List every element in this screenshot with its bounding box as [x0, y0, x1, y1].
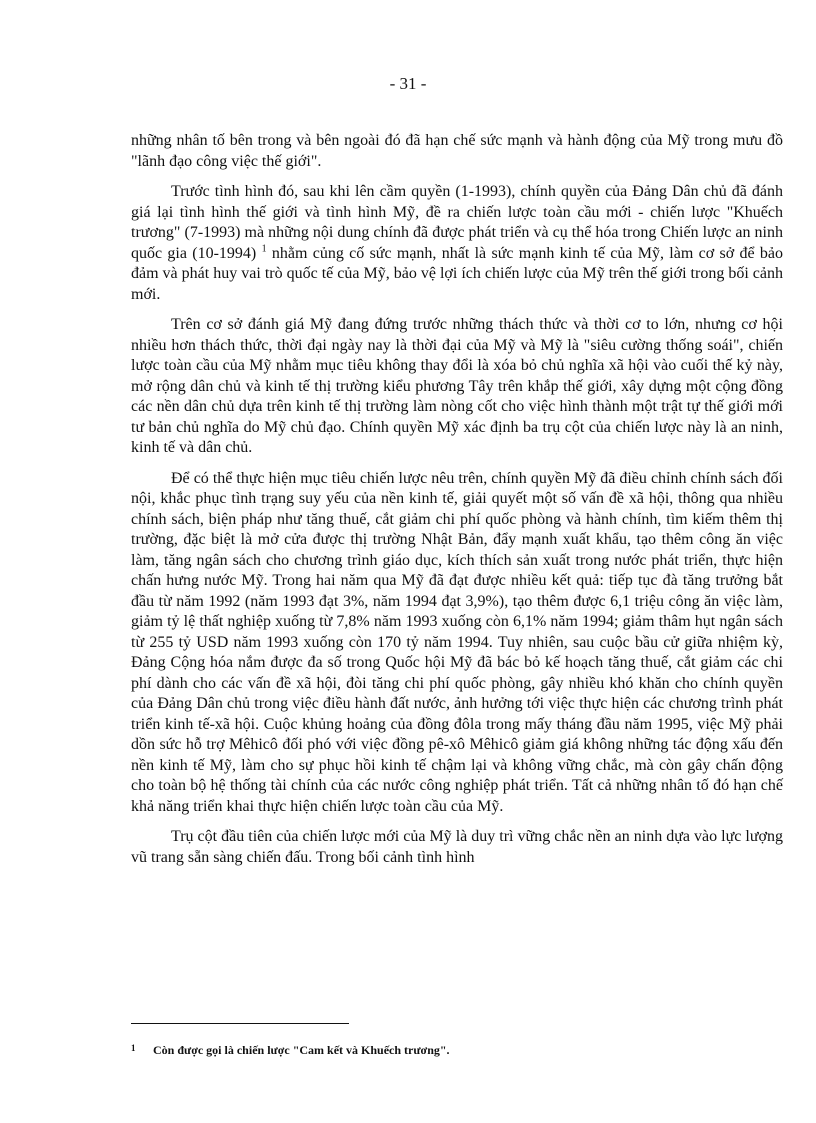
paragraph-1: những nhân tố bên trong và bên ngoài đó đã hạn chế sức mạnh và hành động của Mỹ trong mưu đồ "lãnh đạo công việc thế giới".: [131, 132, 783, 170]
paragraph-4: Để có thể thực hiện mục tiêu chiến lược nêu trên, chính quyền Mỹ đã điều chỉnh chính sách đối nội, khắc phục tình trạng suy yếu của nền kinh tế, giải quyết một số vấn đề xã hội, thông qua nhiều chính sách, biện pháp như tăng thuế, cắt giảm chi phí quốc phòng và hành chính, tìm kiếm thêm thị trường, đặc biệt là mở cửa được thị trường Nhật Bản, đẩy mạnh xuất khẩu, tạo thêm công ăn việc làm, tăng ngân sách cho chương trình giáo dục, kích thích sản xuất trong nước phát triển, thực hiện chấn hưng nước Mỹ. Trong hai năm qua Mỹ đã đạt được nhiều kết quả: tiếp tục đà tăng trưởng bắt đầu từ năm 1992 (năm 1993 đạt 3%, năm 1994 đạt 3,9%), tạo thêm được 6,1 triệu công ăn việc làm, giảm tỷ lệ thất nghiệp xuống từ 7,8% năm 1993 xuống còn 6,1% năm 1994; giảm thâm hụt ngân sách từ 255 tỷ USD năm 1993 xuống còn 170 tỷ năm 1994. Tuy nhiên, sau cuộc bầu cử giữa nhiệm kỳ, Đảng Cộng hóa nắm được đa số trong Quốc hội Mỹ đã bác bỏ kế hoạch tăng thuế, cắt giảm các chi phí dành cho các vấn đề xã hội, đòi tăng chi phí quốc phòng, gây nhiều khó khăn cho chính quyền của Đảng Dân chủ trong việc điều hành đất nước, ảnh hưởng tới việc thực hiện các chương trình phát triển kinh tế-xã hội. Cuộc khủng hoảng của đồng đôla trong mấy tháng đầu năm 1995, việc Mỹ phải dồn sức hỗ trợ Mêhicô đối phó với việc đồng pê-xô Mêhicô giảm giá không những tác động xấu đến nền kinh tế Mỹ, làm cho sự phục hồi kinh tế chậm lại và không vững chắc, mà còn gây chấn động cho toàn bộ hệ thống tài chính của các nước công nghiệp phát triển. Tất cả những nhân tố đó hạn chế khả năng triển khai thực hiện chiến lược toàn cầu của Mỹ.: [131, 469, 783, 815]
paragraph-3: Trên cơ sở đánh giá Mỹ đang đứng trước những thách thức và thời cơ to lớn, nhưng cơ hội nhiều hơn thách thức, thời đại ngày nay là thời đại của Mỹ và Mỹ là "siêu cường thống soái", chiến lược toàn cầu của Mỹ nhằm mục tiêu không thay đổi là xóa bỏ chủ nghĩa xã hội vào cuối thế kỷ này, mở rộng dân chủ và kinh tế thị trường kiểu phương Tây trên khắp thế giới, xây dựng một cộng đồng các nền dân chủ dựa trên kinh tế thị trường làm nòng cốt cho việc hình thành một trật tự thế giới mới tư bản chủ nghĩa do Mỹ chủ đạo. Chính quyền Mỹ xác định ba trụ cột của chiến lược này là an ninh, kinh tế và dân chủ.: [131, 316, 783, 456]
paragraph-2-text: Trước tình hình đó, sau khi lên cầm quyền (1-1993), chính quyền của Đảng Dân chủ đã đánh giá lại tình hình thế giới và tình hình Mỹ, đề ra chiến lược toàn cầu mới - chiến lược "Khuếch trương" (7-1993) mà những nội dung chính đã được phát triển và cụ thể hóa trong Chiến lược an ninh quốc gia (10-1994): [131, 183, 783, 262]
body-text: [131, 131, 783, 878]
paragraph-2: [131, 182, 783, 305]
page-number: - 31 -: [389, 74, 427, 93]
footnote-divider: [131, 1023, 349, 1024]
footnote: [131, 1043, 783, 1058]
footnote-marker: 1: [131, 1043, 136, 1053]
footnote-reference: 1: [261, 243, 267, 255]
paragraph-2-continuation: nhằm củng cố sức mạnh, nhất là sức mạnh kinh tế của Mỹ, làm cơ sở để bảo đảm và phát huy vai trò quốc tế của Mỹ, bảo vệ lợi ích chiến lược của Mỹ trên thế giới trong bối cảnh mới.: [131, 244, 783, 303]
paragraph-5: Trụ cột đầu tiên của chiến lược mới của Mỹ là duy trì vững chắc nền an ninh dựa vào lực lượng vũ trang sẵn sàng chiến đấu. Trong bối cảnh tình hình: [131, 828, 783, 866]
footnote-text: Còn được gọi là chiến lược "Cam kết và Khuếch trương".: [153, 1043, 450, 1057]
